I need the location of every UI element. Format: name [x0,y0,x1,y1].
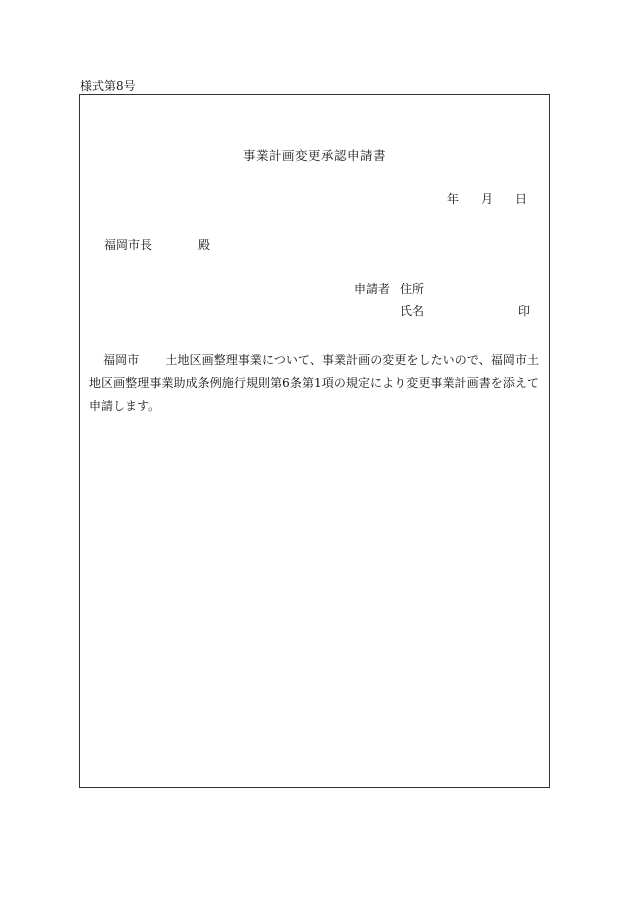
applicant-address-row [354,280,530,302]
body-part2: 土地区画整理事業について、事業計画の変更をしたいので、福岡市土地区画整理事業助成条例施行規則第6条第1項の規定により変更事業計画書を添えて申請します。 [89,353,539,413]
date-day: 日 [514,192,527,206]
applicant-block [354,280,530,324]
address-label: 住所 [400,282,425,296]
form-number: 様式第8号 [80,79,136,93]
page-title: 事業計画変更承認申請書 [242,148,386,163]
addressee-honorific: 殿 [198,238,211,252]
addressee-name: 福岡市長 [104,238,153,252]
applicant-name-row [354,302,530,324]
form-frame [79,94,550,788]
seal-mark: 印 [517,304,530,318]
date-month: 月 [480,192,493,206]
date-year: 年 [446,192,459,206]
applicant-label: 申請者 [354,282,391,296]
body-part1: 福岡市 [103,353,140,367]
date-row [447,190,527,207]
addressee [104,236,210,253]
body-text [89,349,539,418]
name-label: 氏名 [400,304,425,318]
